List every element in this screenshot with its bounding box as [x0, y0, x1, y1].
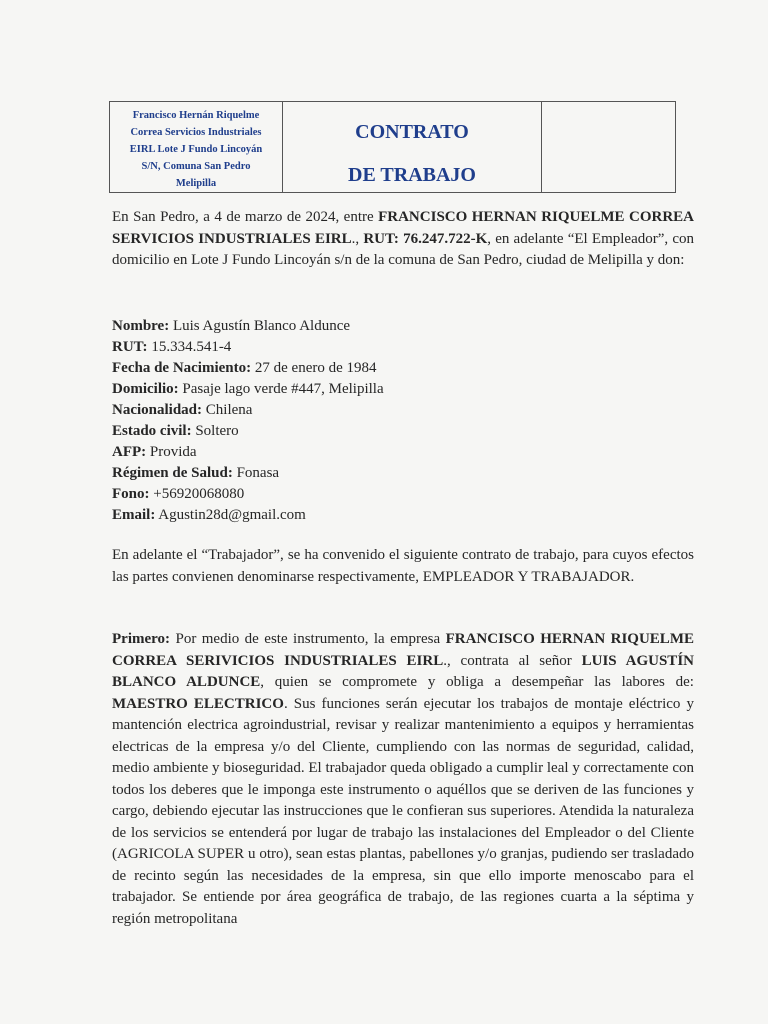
field-label: Estado civil:: [112, 423, 192, 439]
field-regimen-salud: [112, 463, 384, 484]
field-label: Nacionalidad:: [112, 402, 203, 418]
clause-primero: [112, 629, 694, 930]
field-fecha-nacimiento: [112, 358, 384, 379]
clause-heading: Primero:: [112, 631, 171, 647]
field-label: Régimen de Salud:: [112, 465, 233, 481]
worker-name: LUIS AGUSTÍN BLANCO ALDUNCE: [112, 652, 694, 690]
field-fono: [112, 484, 384, 505]
field-value: 27 de enero de 1984: [251, 360, 377, 376]
field-estado-civil: [112, 421, 384, 442]
clause-text: . Sus funciones serán ejecutar los trabajos de montaje eléctrico y mantención electrica agroindustrial, revisar y realizar mantenimiento a equipos y herramientas electricas de la empresa y/o del Cliente, cumpliendo con las normas de seguridad, calidad, medio ambiente y bioseguridad. El trabajador queda obligado a cumplir leal y correctamente con todos los deberes que le imponga este instrumento o aquéllos que se deriven de las funciones y cargo, debiendo ejecutar las instrucciones que le confieran sus superiores. Atendida la naturaleza de los servicios se entenderá por lugar de trabajo las instalaciones del Empleador o del Cliente (AGRICOLA SUPER u otro), sean estas plantas, pabellones y/o granjas, pudiendo ser trasladado de recinto según las necesidades de la empresa, sin que ello importe menoscabo para el trabajador. Se entiende por área geográfica de trabajo, de las regiones cuarta a la séptima y región metropolitana: [112, 695, 694, 927]
field-rut: [112, 337, 384, 358]
field-value: 15.334.541-4: [147, 339, 232, 355]
field-nacionalidad: [112, 400, 384, 421]
company-info-cell: [110, 102, 283, 192]
field-label: Email:: [112, 507, 156, 523]
field-label: Fecha de Nacimiento:: [112, 360, 252, 376]
field-label: AFP:: [112, 444, 147, 460]
clause-text: , quien se compromete y obliga a desempeñar las labores de:: [260, 674, 694, 690]
blank-cell: [542, 102, 675, 192]
employer-name: FRANCISCO HERNAN RIQUELME CORREA SERVICIOS INDUSTRIALES EIRL: [112, 209, 694, 247]
employer-rut: RUT: 76.247.722-K: [363, 230, 488, 247]
title-cell: [283, 102, 542, 192]
field-email: [112, 505, 384, 526]
title-line-1: CONTRATO: [355, 121, 469, 143]
field-value: Fonasa: [232, 465, 280, 481]
worker-fields: [112, 316, 384, 526]
company-line: EIRL Lote J Fundo Lincoyán: [129, 144, 263, 155]
job-title: MAESTRO ELECTRICO: [112, 695, 284, 712]
agreement-paragraph: En adelante el “Trabajador”, se ha convenido el siguiente contrato de trabajo, para cuyos efectos las partes convienen denominarse respectivamente, EMPLEADOR Y TRABAJADOR.: [112, 547, 694, 585]
field-value: Soltero: [191, 423, 239, 439]
intro-text: .,: [351, 230, 364, 247]
clause-text: ., contrata al señor: [443, 652, 582, 669]
field-label: Nombre:: [112, 318, 170, 334]
field-value: Pasaje lago verde #447, Melipilla: [178, 381, 384, 397]
employer-name: FRANCISCO HERNAN RIQUELME CORREA SERIVICIOS INDUSTRIALES EIRL: [112, 631, 694, 669]
intro-text: , en adelante “El Empleador”, con domicilio en Lote J Fundo Lincoyán s/n de la comuna de San Pedro, ciudad de Melipilla y don:: [112, 230, 694, 268]
clause-text: Por medio de este instrumento, la empresa: [170, 631, 446, 647]
company-line: Correa Servicios Industriales: [130, 127, 262, 138]
company-line: Melipilla: [175, 178, 217, 189]
field-nombre: [112, 316, 384, 337]
field-value: Agustin28d@gmail.com: [155, 507, 306, 523]
field-label: RUT:: [112, 339, 148, 355]
field-value: +56920068080: [149, 486, 245, 502]
header-table: [109, 101, 676, 193]
intro-text: En San Pedro, a 4 de marzo de 2024, entre: [112, 209, 379, 225]
field-value: Luis Agustín Blanco Aldunce: [169, 318, 351, 334]
field-label: Fono:: [112, 486, 150, 502]
field-afp: [112, 442, 384, 463]
field-value: Chilena: [202, 402, 253, 418]
title-line-2: DE TRABAJO: [348, 164, 476, 186]
company-line: Francisco Hernán Riquelme: [132, 110, 260, 121]
field-label: Domicilio:: [112, 381, 179, 397]
intro-paragraph: [112, 207, 694, 272]
field-value: Provida: [146, 444, 197, 460]
company-line: S/N, Comuna San Pedro: [141, 161, 251, 172]
field-domicilio: [112, 379, 384, 400]
